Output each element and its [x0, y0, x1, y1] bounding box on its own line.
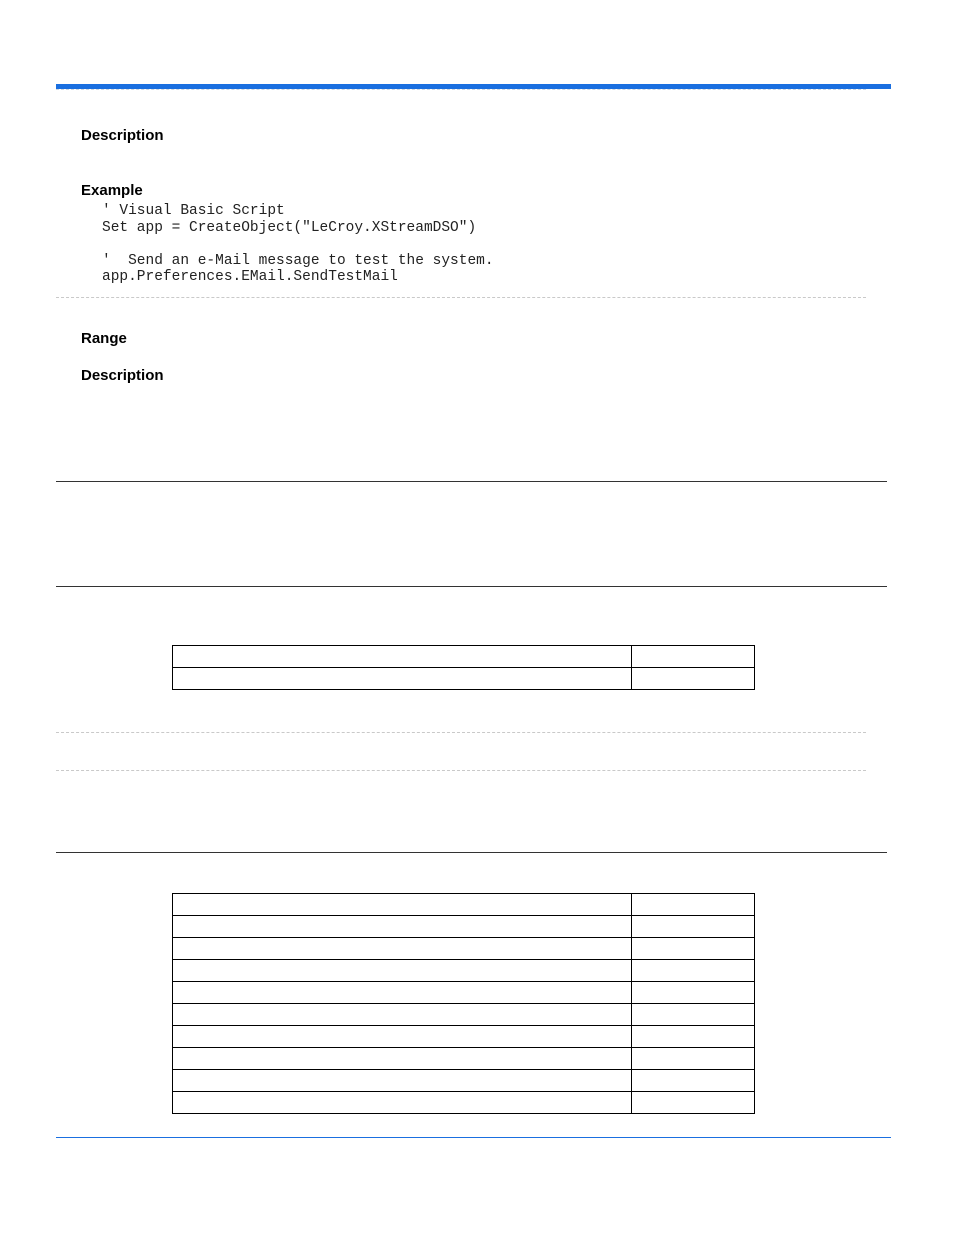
table-cell [173, 1048, 632, 1070]
table-cell [173, 646, 632, 668]
table-row [173, 1092, 755, 1114]
table-cell [173, 938, 632, 960]
table-row [173, 668, 755, 690]
table-cell [173, 960, 632, 982]
values-table [172, 645, 755, 690]
table-cell [631, 894, 754, 916]
table-cell [631, 1070, 754, 1092]
table-cell [631, 982, 754, 1004]
table-cell [173, 1026, 632, 1048]
code-line: ' Visual Basic Script [102, 203, 285, 219]
section-divider [56, 297, 866, 298]
table-row [173, 1026, 755, 1048]
section-rule [56, 852, 887, 853]
table-cell [631, 1026, 754, 1048]
code-example [102, 203, 494, 286]
table-row [173, 1070, 755, 1092]
table-row [173, 982, 755, 1004]
table-row [173, 1048, 755, 1070]
code-line-blank [102, 236, 494, 253]
table-cell [631, 960, 754, 982]
table-row [173, 894, 755, 916]
code-line: Set app = CreateObject("LeCroy.XStreamDSO") [102, 219, 477, 236]
example-heading: Example [81, 182, 143, 199]
section-rule [56, 481, 887, 482]
footer-rule [56, 1137, 891, 1138]
table-cell [173, 1004, 632, 1026]
table-cell [173, 1070, 632, 1092]
table-row [173, 1004, 755, 1026]
code-line: app.Preferences.EMail.SendTestMail [102, 269, 398, 285]
table-row [173, 938, 755, 960]
table-row [173, 646, 755, 668]
table-cell [631, 1004, 754, 1026]
section-rule [56, 586, 887, 587]
table-cell [631, 1092, 754, 1114]
table-cell [631, 938, 754, 960]
table-cell [631, 916, 754, 938]
section-divider [56, 732, 866, 733]
values-table [172, 893, 755, 1114]
table-row [173, 916, 755, 938]
table-cell [173, 668, 632, 690]
table-cell [173, 1092, 632, 1114]
header-dashed-rule [56, 89, 866, 90]
table-cell [173, 916, 632, 938]
description-heading: Description [81, 367, 164, 384]
table-row [173, 960, 755, 982]
table-cell [173, 894, 632, 916]
table-cell [173, 982, 632, 1004]
table-cell [631, 668, 754, 690]
table-cell [631, 1048, 754, 1070]
table-cell [631, 646, 754, 668]
code-line: ' Send an e-Mail message to test the system. [102, 252, 494, 269]
range-heading: Range [81, 330, 127, 347]
description-heading: Description [81, 127, 164, 144]
section-divider [56, 770, 866, 771]
